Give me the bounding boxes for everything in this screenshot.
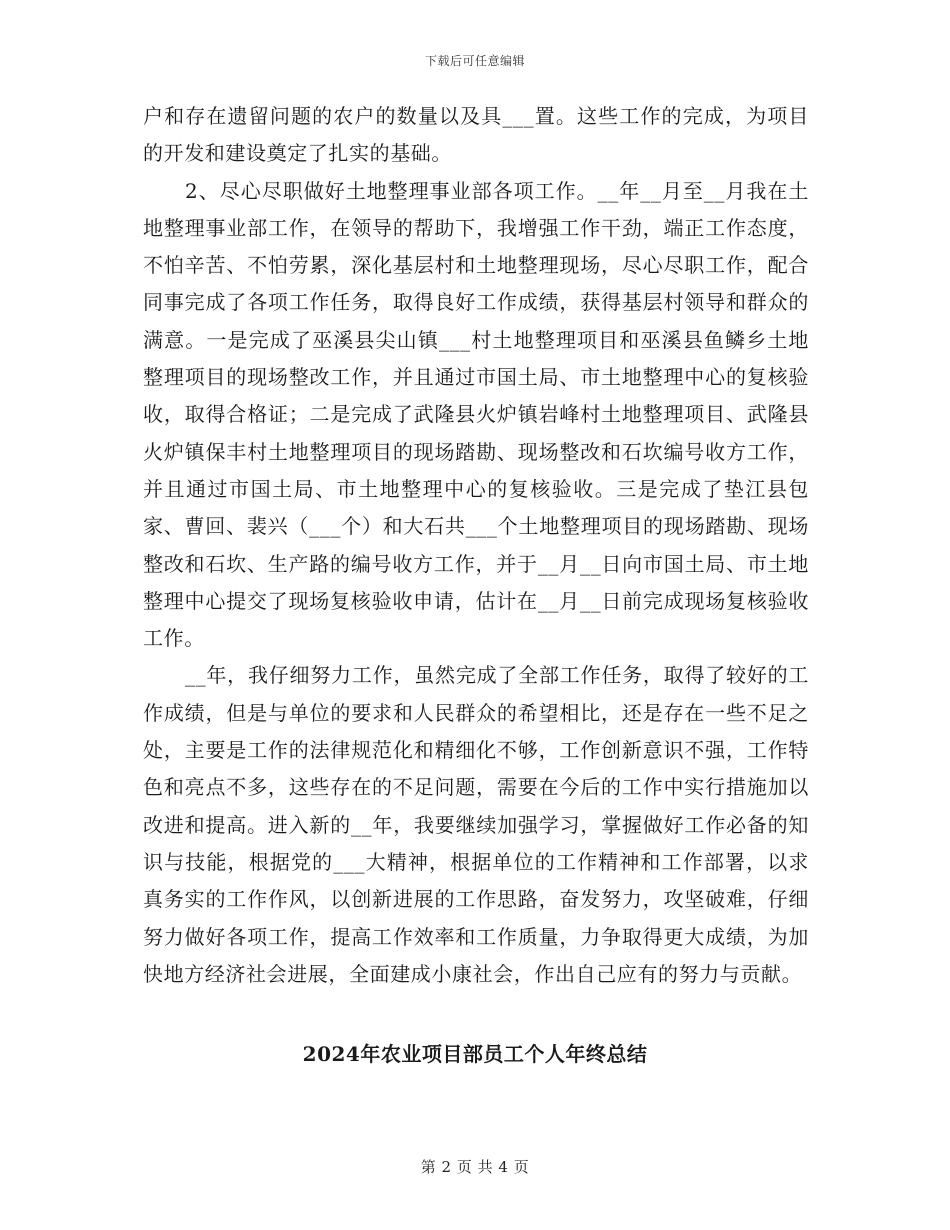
- paragraph-land-consolidation: 2、尽心尽职做好土地整理事业部各项工作。__年__月至__月我在土地整理事业部工作，在领导的帮助下，我增强工作干劲，端正工作态度，不怕辛苦、不怕劳累，深化基层村和土地整理现场，尽心尽职工作，配合同事完成了各项工作任务，取得良好工作成绩，获得基层村领导和群众的满意。一是完成了巫溪县尖山镇___村土地整理项目和巫溪县鱼鳞乡土地整理项目的现场整改工作，并且通过市国土局、市土地整理中心的复核验收，取得合格证；二是完成了武隆县火炉镇岩峰村土地整理项目、武隆县火炉镇保丰村土地整理项目的现场踏勘、现场整改和石坎编号收方工作，并且通过市国土局、市土地整理中心的复核验收。三是完成了垫江县包家、曹回、裴兴（___个）和大石共___个土地整理项目的现场踏勘、现场整改和石坎、生产路的编号收方工作，并于__月__日向市国土局、市土地整理中心提交了现场复核验收申请，估计在__月__日前完成现场复核验收工作。: [143, 178, 809, 651]
- document-body: [143, 98, 809, 993]
- section-title: 2024年农业项目部员工个人年终总结: [302, 1042, 648, 1066]
- paragraph-continuation: 户和存在遗留问题的农户的数量以及具___置。这些工作的完成，为项目的开发和建设奠定了扎实的基础。: [143, 104, 809, 166]
- page-number: 第 2 页 共 4 页: [420, 1158, 530, 1176]
- download-edit-note: 下载后可任意编辑: [424, 54, 525, 68]
- paragraph-summary-outlook: __年，我仔细努力工作，虽然完成了全部工作任务，取得了较好的工作成绩，但是与单位的要求和人民群众的希望相比，还是存在一些不足之处，主要是工作的法律规范化和精细化不够，工作创新意识不强，工作特色和亮点不多，这些存在的不足问题，需要在今后的工作中实行措施加以改进和提高。进入新的__年，我要继续加强学习，掌握做好工作必备的知识与技能，根据党的___大精神，根据单位的工作精神和工作部署，以求真务实的工作作风，以创新进展的工作思路，奋发努力，攻坚破难，仔细努力做好各项工作，提高工作效率和工作质量，力争取得更大成绩，为加快地方经济社会进展，全面建成小康社会，作出自己应有的努力与贡献。: [143, 663, 809, 986]
